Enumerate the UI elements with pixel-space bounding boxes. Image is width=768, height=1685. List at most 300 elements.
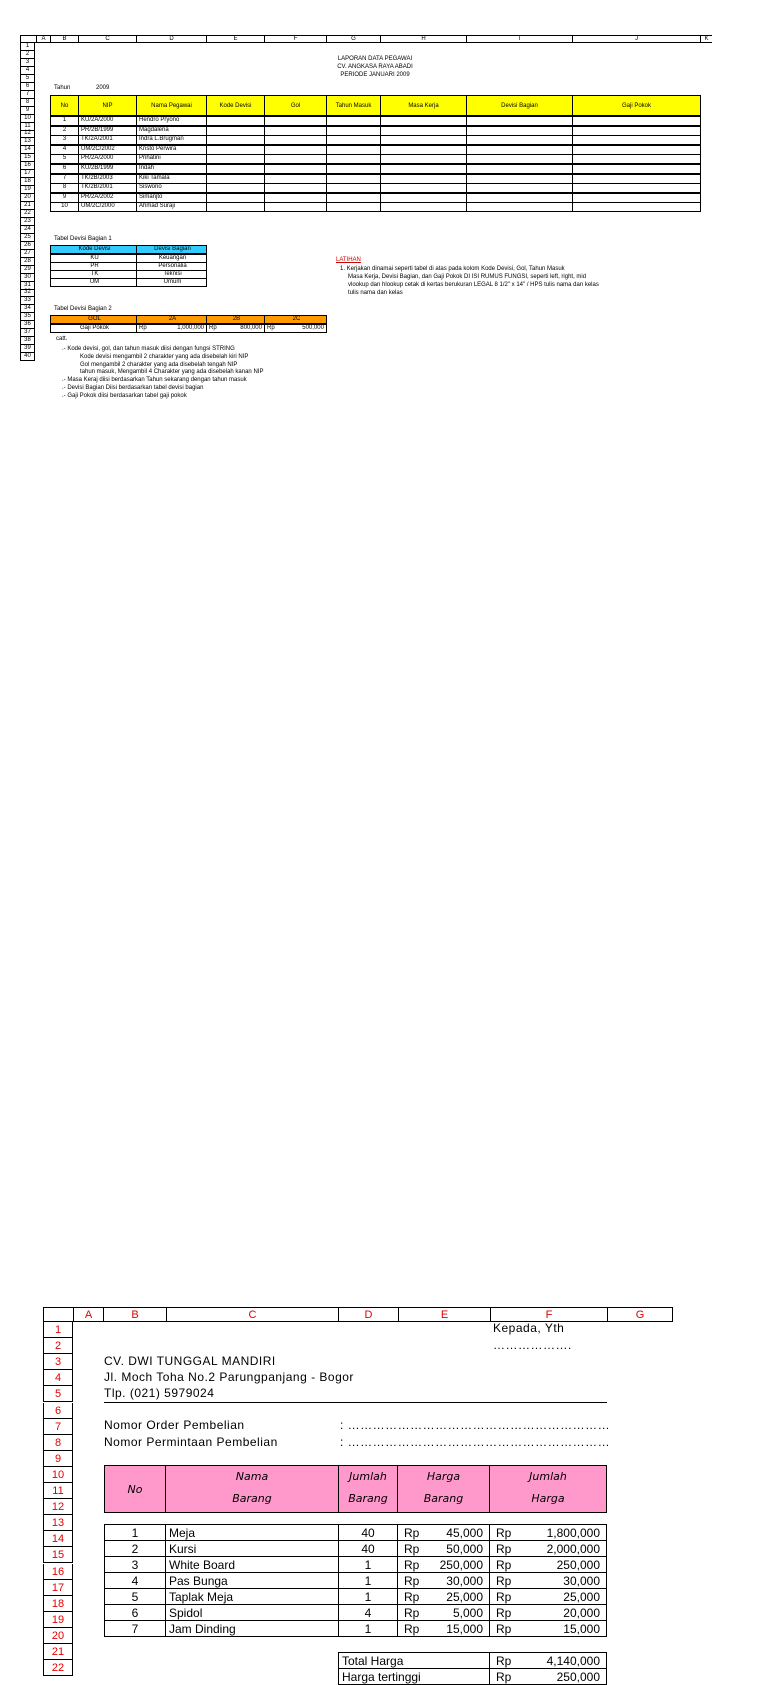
next-value: 250,000 [556,1670,600,1684]
table-cell[interactable] [489,1604,607,1621]
currency-label: Rp [267,325,275,331]
table-cell[interactable]: Kiki Tamala [136,174,207,184]
table-cell[interactable] [380,145,467,155]
latihan-line: vlookup dan hlookup cetak di kertas berukuran LEGAL 8 1/2" x 14" / HPS tulis nama dan kelas [348,282,599,288]
currency-label: Rp [209,325,217,331]
table-cell[interactable] [466,164,573,174]
column-header[interactable]: H [380,35,466,43]
table-cell[interactable]: 6 [50,164,79,174]
table-header: Masa Kerja [380,95,467,116]
row-number[interactable]: 17 [20,170,35,178]
column-header[interactable]: A [73,1307,103,1322]
table-cell[interactable]: Pas Bunga [165,1572,339,1589]
table-cell[interactable] [572,145,701,155]
table-cell[interactable] [489,1572,607,1589]
table-cell[interactable]: 40 [338,1540,398,1557]
row-number[interactable]: 13 [20,138,35,146]
company-name: CV. DWI TUNGGAL MANDIRI [104,1354,276,1368]
table-cell[interactable]: 3 [104,1556,166,1573]
gaji-value: 1,000,000 [177,325,204,331]
row-number[interactable]: 26 [20,242,35,250]
table-cell[interactable] [206,126,265,136]
row-number[interactable]: 5 [20,75,35,83]
table-header: Gaji Pokok [572,95,701,116]
table-cell[interactable] [264,183,327,193]
table-cell[interactable] [466,145,573,155]
table-cell[interactable]: Gaji Pokok [50,324,137,333]
table-cell[interactable]: Magdalena [136,126,207,136]
table-cell[interactable] [326,164,381,174]
header-nama-barang [165,1465,339,1513]
total-value: 30,000 [563,1574,600,1588]
table-cell[interactable] [206,135,265,145]
table-cell[interactable] [206,174,265,184]
row-number[interactable]: 15 [43,1547,73,1563]
table-cell[interactable]: KU/2B/1999 [78,164,137,174]
row-number[interactable]: 12 [20,130,35,138]
column-header[interactable]: D [136,35,206,43]
table-cell[interactable] [380,116,467,126]
row-number[interactable]: 14 [43,1531,73,1547]
table-cell[interactable]: Jam Dinding [165,1620,339,1637]
table-cell[interactable]: KU [50,254,137,263]
row-number[interactable]: 23 [20,218,35,226]
currency-label: Rp [496,1606,512,1620]
table-cell[interactable] [326,202,381,212]
total-value: 20,000 [563,1606,600,1620]
order-dots: : ……………………………………………………… [340,1418,611,1432]
row-number[interactable]: 2 [20,51,35,59]
table-cell[interactable] [466,174,573,184]
table-cell[interactable]: White Board [165,1556,339,1573]
table-cell[interactable]: PR/2A/2002 [78,193,137,203]
table-cell[interactable]: Ahmad Suraji [136,202,207,212]
table-cell[interactable] [380,154,467,164]
row-number[interactable]: 7 [20,91,35,99]
column-header[interactable]: E [206,35,264,43]
table-cell[interactable] [572,154,701,164]
currency-label: Rp [404,1606,420,1620]
header-jumlah-harga [489,1465,607,1513]
header-nama-line1: Nama [235,1470,269,1483]
table-cell[interactable]: 1 [338,1572,398,1589]
table-cell[interactable] [326,116,381,126]
table-cell[interactable]: PR/2A/2000 [78,154,137,164]
row-number[interactable]: 36 [20,321,35,329]
note-line: .- Devisi Bagian Diisi berdasarkan tabel devisi bagian [62,385,204,391]
table-cell[interactable] [397,1604,490,1621]
row-number[interactable]: 3 [43,1354,73,1370]
table-cell[interactable] [206,164,265,174]
table-cell[interactable] [466,193,573,203]
table-header: 2C [264,315,327,324]
row-number[interactable]: 6 [43,1403,73,1419]
currency-label: Rp [404,1574,420,1588]
row-number[interactable]: 39 [20,345,35,353]
table-cell[interactable] [206,183,265,193]
row-number[interactable]: 37 [20,329,35,337]
table-cell[interactable] [397,1524,490,1541]
header-no: No [104,1465,166,1513]
row-number[interactable]: 18 [20,178,35,186]
column-header[interactable]: K [700,35,712,43]
currency-label: Rp [496,1574,512,1588]
table-cell[interactable]: Keuangan [136,254,207,263]
header-jumlah-line1: Jumlah [349,1470,387,1483]
column-header[interactable]: B [103,1307,166,1322]
table-cell[interactable] [264,116,327,126]
table-cell[interactable] [572,193,701,203]
table-cell[interactable]: Indra L.Brugman [136,135,207,145]
row-number[interactable]: 9 [43,1451,73,1467]
next-label: Harga tertinggi [338,1668,490,1685]
table-cell[interactable] [572,116,701,126]
header-harga-line1: Harga [426,1470,461,1483]
row-number[interactable]: 20 [20,194,35,202]
note-line: Kode devisi mengambil 2 charakter yang ada disebelah kiri NIP [80,353,249,360]
column-header[interactable]: C [166,1307,338,1322]
table-cell[interactable] [380,164,467,174]
table-cell[interactable]: UM/2C/2000 [78,202,137,212]
table-cell[interactable]: 40 [338,1524,398,1541]
table-cell[interactable] [380,193,467,203]
currency-label: Rp [496,1622,512,1636]
row-number[interactable]: 16 [20,162,35,170]
table-cell[interactable]: KU/2A/2000 [78,116,137,126]
currency-label: Rp [404,1558,420,1572]
table-cell[interactable]: 7 [104,1620,166,1637]
table-cell[interactable]: 1 [338,1556,398,1573]
row-number[interactable]: 33 [20,297,35,305]
table-cell[interactable] [380,174,467,184]
corner-cell [43,1307,73,1322]
table-cell[interactable]: 1 [50,116,79,126]
row-number[interactable]: 11 [20,123,35,131]
table-cell[interactable] [572,183,701,193]
table-cell[interactable]: 5 [104,1588,166,1605]
table-cell[interactable] [397,1556,490,1573]
column-header[interactable]: G [326,35,380,43]
table-cell[interactable]: TK/2B/2001 [78,183,137,193]
row-number[interactable]: 21 [43,1644,73,1660]
table-cell[interactable] [572,135,701,145]
table-cell[interactable]: Simanjto [136,193,207,203]
table-cell[interactable]: TK/2A/2001 [78,135,137,145]
table-cell[interactable]: 2 [50,126,79,136]
header-jumlah-line2: Barang [348,1492,388,1505]
company-phone: Tlp. (021) 5979024 [104,1386,215,1400]
table-cell[interactable]: Personalia [136,262,207,271]
table-cell[interactable] [489,1524,607,1541]
latihan-line: tulis nama dan kelas [348,290,403,296]
table-cell[interactable] [264,135,327,145]
table-cell[interactable] [466,183,573,193]
table-cell[interactable] [326,145,381,155]
table-cell[interactable] [206,145,265,155]
total-label: Total Harga [338,1652,490,1669]
table-cell[interactable]: TK [50,270,137,279]
table-cell[interactable] [326,126,381,136]
row-number[interactable]: 32 [20,289,35,297]
table-cell[interactable] [380,135,467,145]
header-harga-barang [397,1465,490,1513]
table-cell[interactable] [572,164,701,174]
table-cell[interactable]: 8 [50,183,79,193]
table-cell[interactable] [264,174,327,184]
tabel1-title: Tabel Devisi Bagian 1 [54,236,112,242]
currency-label: Rp [496,1526,512,1540]
table-cell[interactable] [264,145,327,155]
table-cell[interactable]: Kursi [165,1540,339,1557]
table-cell[interactable]: 2 [104,1540,166,1557]
order-label: Nomor Order Pembelian [104,1418,245,1432]
row-number[interactable]: 5 [43,1386,73,1402]
table-cell[interactable] [466,135,573,145]
table-cell[interactable]: UM [50,278,137,287]
table-cell[interactable]: 1 [338,1588,398,1605]
table-cell[interactable] [397,1572,490,1589]
column-header[interactable]: F [490,1307,607,1322]
row-number[interactable]: 7 [43,1419,73,1435]
row-number[interactable]: 10 [43,1467,73,1483]
harga-value: 25,000 [446,1590,483,1604]
table-cell[interactable]: 4 [104,1572,166,1589]
row-number[interactable]: 34 [20,305,35,313]
table-header: Nama Pegawai [136,95,207,116]
row-number[interactable]: 1 [43,1322,73,1338]
column-header[interactable]: C [78,35,136,43]
table-cell[interactable]: 1 [104,1524,166,1541]
row-number[interactable]: 8 [20,99,35,107]
row-number[interactable]: 3 [20,59,35,67]
catt-label: catt. [56,336,68,342]
currency-label: Rp [139,325,147,331]
column-header[interactable]: G [607,1307,673,1322]
table-cell[interactable] [466,202,573,212]
table-cell[interactable]: Indah [136,164,207,174]
table-cell[interactable] [380,183,467,193]
harga-value: 50,000 [446,1542,483,1556]
table-cell[interactable] [466,116,573,126]
row-number[interactable]: 31 [20,282,35,290]
total-value: 25,000 [563,1590,600,1604]
table-cell[interactable] [264,164,327,174]
request-dots: : ……………………………………………………… [340,1435,611,1449]
table-cell[interactable] [326,183,381,193]
column-header[interactable]: F [264,35,326,43]
row-number[interactable]: 13 [43,1515,73,1531]
table-cell[interactable] [572,126,701,136]
table-header: Gol [264,95,327,116]
row-number[interactable]: 15 [20,154,35,162]
table-cell[interactable] [380,126,467,136]
row-number[interactable]: 1 [20,43,35,51]
harga-value: 5,000 [452,1606,483,1620]
tahun-label: Tahun [54,85,71,91]
table-header: Tahun Masuk [326,95,381,116]
row-number[interactable]: 22 [20,210,35,218]
table-cell[interactable]: PR [50,262,137,271]
latihan-title: LATIHAN [336,257,361,263]
row-number[interactable]: 27 [20,250,35,258]
table-header: Devisi Bagian [466,95,573,116]
row-number[interactable]: 16 [43,1564,73,1580]
table-cell[interactable] [206,154,265,164]
table-cell[interactable]: 1 [338,1620,398,1637]
table-header: 2B [206,315,265,324]
table-cell[interactable]: 6 [104,1604,166,1621]
table-cell[interactable] [572,174,701,184]
row-number[interactable]: 38 [20,337,35,345]
table-cell[interactable]: Taplak Meja [165,1588,339,1605]
note-line: .- Kode devisi, gol, dan tahun masuk diisi dengan fungsi STRING [62,346,235,352]
next-rp: Rp [496,1670,512,1684]
total-value: 2,000,000 [546,1542,600,1556]
column-header[interactable]: D [338,1307,398,1322]
table-cell[interactable] [397,1540,490,1557]
table-cell[interactable]: Prihatini [136,154,207,164]
table-cell[interactable]: Umum [136,278,207,287]
row-number[interactable]: 4 [43,1370,73,1386]
row-number[interactable]: 19 [43,1612,73,1628]
table-header: Kode Devisi [206,95,265,116]
table-cell[interactable]: TK/2B/2003 [78,174,137,184]
row-number[interactable]: 18 [43,1596,73,1612]
employee-report-sheet [0,0,768,450]
header-harga-line2: Barang [423,1492,464,1505]
table-cell[interactable] [489,1556,607,1573]
table-cell[interactable] [264,193,327,203]
currency-label: Rp [496,1590,512,1604]
table-cell[interactable]: Siswono [136,183,207,193]
table-cell[interactable]: Hendro Pryono [136,116,207,126]
currency-label: Rp [496,1558,512,1572]
table-header: Devisi Bagian [136,245,207,254]
request-label: Nomor Permintaan Pembelian [104,1435,278,1449]
table-cell[interactable] [264,324,327,333]
currency-label: Rp [404,1622,420,1636]
table-cell[interactable]: Teknisi [136,270,207,279]
table-cell[interactable]: 3 [50,135,79,145]
table-cell[interactable]: Meja [165,1524,339,1541]
table-cell[interactable]: UM/2C/2002 [78,145,137,155]
table-cell[interactable]: PR/2B/1999 [78,126,137,136]
table-cell[interactable] [326,135,381,145]
table-cell[interactable] [489,1588,607,1605]
table-cell[interactable] [264,126,327,136]
note-line: .- Masa Keraj diisi berdasarkan Tahun sekarang dengan tahun masuk [62,377,247,384]
header-total-line2: Harga [531,1492,565,1505]
row-number[interactable]: 21 [20,202,35,210]
table-cell[interactable]: Spidol [165,1604,339,1621]
column-header[interactable]: A [36,35,50,43]
row-number[interactable]: 24 [20,226,35,234]
row-number[interactable]: 6 [20,83,35,91]
table-cell[interactable]: 5 [50,154,79,164]
table-header: 2A [136,315,207,324]
table-cell[interactable] [264,154,327,164]
header-divider [104,1402,607,1403]
next-cell [489,1668,607,1685]
table-cell[interactable] [489,1620,607,1637]
table-cell[interactable] [466,126,573,136]
row-number[interactable]: 28 [20,258,35,266]
table-cell[interactable] [326,174,381,184]
table-header: Kode Devisi [50,245,137,254]
tahun-value: 2009 [96,85,110,91]
column-header[interactable]: B [50,35,78,43]
row-number[interactable]: 22 [43,1660,73,1676]
table-cell[interactable] [489,1540,607,1557]
company-address: Jl. Moch Toha No.2 Parungpanjang - Bogor [104,1370,354,1384]
row-number[interactable]: 30 [20,274,35,282]
table-cell[interactable] [264,202,327,212]
row-number[interactable]: 35 [20,313,35,321]
table-cell[interactable] [326,193,381,203]
currency-label: Rp [404,1590,420,1604]
table-cell[interactable] [136,324,207,333]
currency-label: Rp [404,1542,420,1556]
note-line: tahun masuk, Mengambil 4 Charakter yang ada disebelah kanan NIP [80,369,264,376]
column-header[interactable]: E [398,1307,490,1322]
row-number[interactable]: 20 [43,1628,73,1644]
row-number[interactable]: 14 [20,146,35,154]
table-cell[interactable]: 4 [50,145,79,155]
row-number[interactable]: 2 [43,1338,73,1354]
table-cell[interactable] [206,193,265,203]
table-header: NIP [78,95,137,116]
total-value: 15,000 [563,1622,600,1636]
harga-value: 45,000 [446,1526,483,1540]
table-cell[interactable]: 4 [338,1604,398,1621]
column-header[interactable]: J [572,35,700,43]
table-cell[interactable] [206,324,265,333]
table-cell[interactable] [397,1620,490,1637]
row-number[interactable]: 29 [20,266,35,274]
row-number[interactable]: 25 [20,234,35,242]
gaji-value: 500,000 [302,325,324,331]
harga-value: 15,000 [446,1622,483,1636]
table-cell[interactable]: Kristo Perwira [136,145,207,155]
table-cell[interactable] [466,154,573,164]
row-number[interactable]: 4 [20,67,35,75]
table-cell[interactable] [380,202,467,212]
table-cell[interactable] [572,202,701,212]
table-cell[interactable] [326,154,381,164]
row-number[interactable]: 11 [43,1483,73,1499]
row-number[interactable]: 8 [43,1435,73,1451]
table-cell[interactable]: 10 [50,202,79,212]
total-value: 1,800,000 [546,1526,600,1540]
header-total-line1: Jumlah [529,1470,567,1483]
table-cell[interactable] [206,202,265,212]
row-number[interactable]: 12 [43,1499,73,1515]
row-number[interactable]: 19 [20,186,35,194]
table-cell[interactable] [206,116,265,126]
row-number[interactable]: 40 [20,353,35,361]
table-cell[interactable] [397,1588,490,1605]
table-cell[interactable]: 7 [50,174,79,184]
latihan-line: 1. Kerjakan dinamai seperti tabel di atas pada kolom Kode Devisi, Gol, Tahun Masuk [340,266,565,272]
row-number[interactable]: 17 [43,1580,73,1596]
table-cell[interactable]: 9 [50,193,79,203]
harga-value: 250,000 [439,1558,483,1572]
total-value: 4,140,000 [546,1654,600,1668]
row-number[interactable]: 9 [20,107,35,115]
column-header[interactable]: I [466,35,572,43]
total-rp: Rp [496,1654,512,1668]
row-number[interactable]: 10 [20,115,35,123]
